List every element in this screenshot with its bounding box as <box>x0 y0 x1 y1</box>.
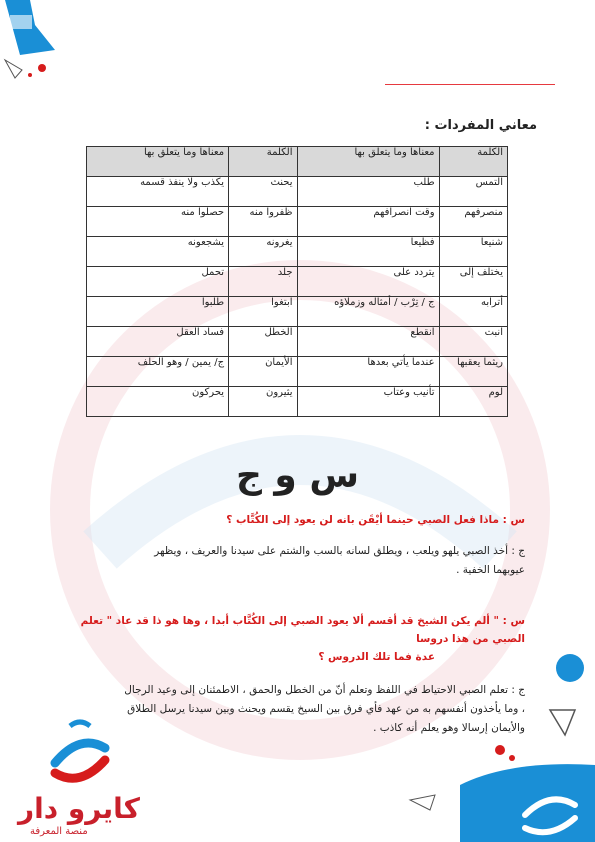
table-row <box>87 237 508 267</box>
word-cell: أترابه <box>439 297 507 327</box>
meaning-cell: يحركون <box>87 387 229 417</box>
word-cell: لوم <box>439 387 507 417</box>
answer-2-line-1: ج : تعلم الصبي الاحتياط في اللفظ وتعلم أنّ من الخطل والحمق ، الاطمئنان إلى وعيد الرجال <box>124 684 525 696</box>
word-cell: ريثما يعقبها <box>439 357 507 387</box>
meaning-cell: يتردد على <box>297 267 439 297</box>
meaning-cell: ج/ يمين / وهو الحلف <box>87 357 229 387</box>
meaning-cell: حصلوا منه <box>87 207 229 237</box>
table-row <box>87 207 508 237</box>
table-row <box>87 297 508 327</box>
word-cell: يختلف إلى <box>439 267 507 297</box>
table-header-cell: الكلمة <box>439 147 507 177</box>
table-header-cell: الكلمة <box>229 147 297 177</box>
table-row <box>87 387 508 417</box>
word-cell: التمس <box>439 177 507 207</box>
table-header-cell: معناها وما يتعلق بها <box>297 147 439 177</box>
decorative-flask-icon <box>0 0 70 90</box>
brand-logo-icon <box>40 718 120 788</box>
word-cell: يحنث <box>229 177 297 207</box>
vocabulary-table <box>86 146 508 417</box>
qa-title: س و ج <box>235 455 360 496</box>
table-header-row <box>87 147 508 177</box>
table-row <box>87 267 508 297</box>
table-row <box>87 357 508 387</box>
word-cell: ظفروا منه <box>229 207 297 237</box>
meaning-cell: فساد العقل <box>87 327 229 357</box>
word-cell: الأيمان <box>229 357 297 387</box>
answer-1-line-2: عيوبهما الخفية . <box>456 564 525 576</box>
brand-name: كايرو دار <box>18 792 140 825</box>
word-cell: يثيرون <box>229 387 297 417</box>
question-2-line-3: عدة فما تلك الدروس ؟ <box>318 651 435 663</box>
word-cell: منصرفهم <box>439 207 507 237</box>
answer-1-line-1: ج : أخذ الصبي يلهو ويلعب ، ويطلق لسانه بالسب والشتم على سيدنا والعريف ، ويظهر <box>154 545 525 557</box>
meaning-cell: تحمل <box>87 267 229 297</box>
table-header-cell: معناها وما يتعلق بها <box>87 147 229 177</box>
meaning-cell: ج / تِرْب / أمثاله وزملاؤه <box>297 297 439 327</box>
header-divider <box>385 84 555 85</box>
meaning-cell: يكذب ولا ينفذ قسمه <box>87 177 229 207</box>
meaning-cell: طلب <box>297 177 439 207</box>
meaning-cell: طلبوا <box>87 297 229 327</box>
word-cell: يغرونه <box>229 237 297 267</box>
vocabulary-heading: معاني المفردات : <box>424 118 537 133</box>
word-cell: الخطل <box>229 327 297 357</box>
answer-2-line-2: ، وما يأخذون أنفسهم به من عهد فأي فرق بين السيخ يقسم ويحنث وبين سيدنا يرسل الطلاق <box>127 703 525 715</box>
meaning-cell: عندما يأتي بعدها <box>297 357 439 387</box>
answer-2-line-3: والأيمان إرسالا وهو يعلم أنه كاذب . <box>373 722 525 734</box>
meaning-cell: يشجعونه <box>87 237 229 267</box>
word-cell: انبت <box>439 327 507 357</box>
word-cell: جلد <box>229 267 297 297</box>
question-2-line-1: س : " ألم يكن الشيخ قد أقسم ألا يعود الصبي إلى الكُتَّاب أبدا ، وها هو ذا قد عاد " تعلم <box>80 615 525 627</box>
question-1: س : ماذا فعل الصبي حينما أيْقَن بانه لن يعود إلى الكُتَّاب ؟ <box>226 514 525 526</box>
question-2-line-2: الصبي من هذا دروسا <box>416 633 525 645</box>
decorative-science-icons <box>400 650 595 842</box>
word-cell: ابتغوا <box>229 297 297 327</box>
table-row <box>87 327 508 357</box>
meaning-cell: فظيعا <box>297 237 439 267</box>
meaning-cell: انقطع <box>297 327 439 357</box>
brand-tagline: منصة المعرفة <box>30 826 88 837</box>
word-cell: شنيعا <box>439 237 507 267</box>
meaning-cell: وقت انصرافهم <box>297 207 439 237</box>
table-row <box>87 177 508 207</box>
meaning-cell: تأنيب وعتاب <box>297 387 439 417</box>
